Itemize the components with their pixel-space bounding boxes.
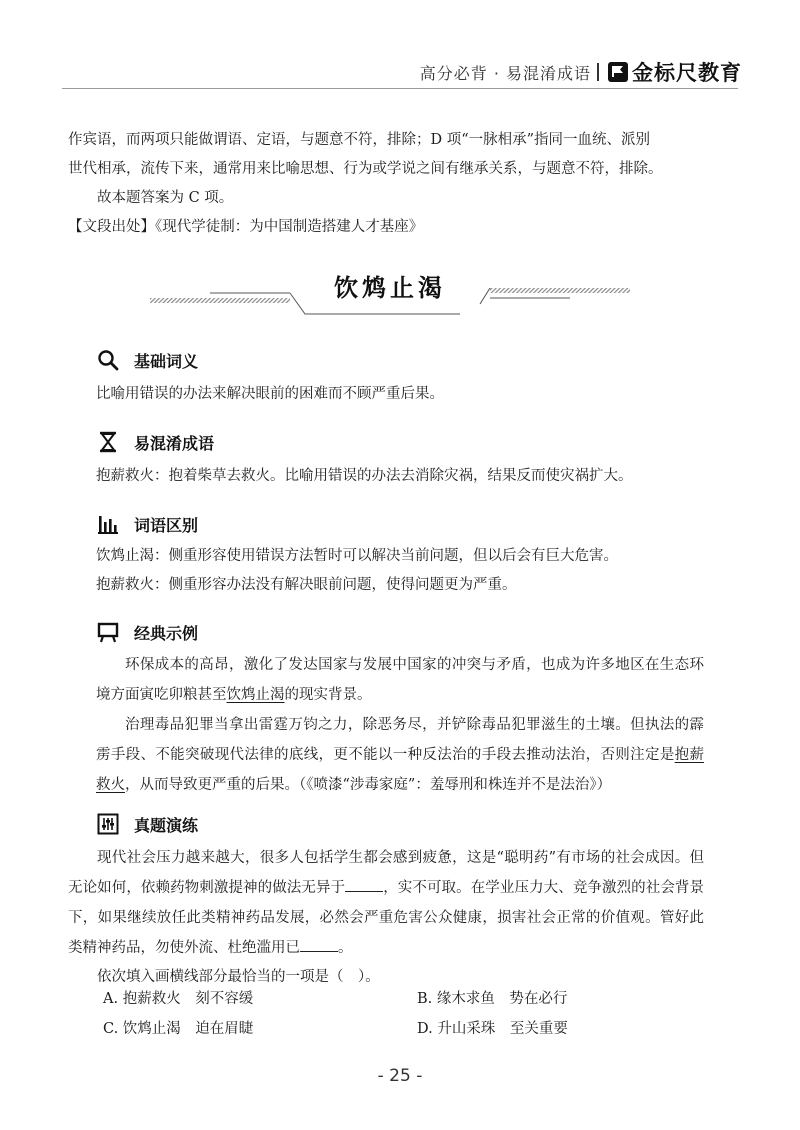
bar-chart-icon <box>96 512 120 536</box>
question-prompt: 依次填入画横线部分最恰当的一项是（ ）。 <box>97 969 380 985</box>
answer-line: 故本题答案为 C 项。 <box>97 190 234 206</box>
series-title: 高分必背 · 易混淆成语 <box>419 63 591 83</box>
section-example <box>96 618 204 646</box>
highlighted-idiom: 饮鸩止渴 <box>226 687 285 703</box>
section-difference <box>96 510 204 538</box>
entry-title-banner <box>150 260 630 320</box>
difference-line-2: 抱薪救火：侧重形容办法没有解决眼前问题，使得问题更为严重。 <box>96 577 517 593</box>
section-label: 易混淆成语 <box>130 429 220 456</box>
page-header <box>420 58 742 86</box>
example-paragraph-2: 治理毒品犯罪当拿出雷霆万钧之力，除恶务尽，并铲除毒品犯罪滋生的土壤。但执法的霹雳手段、不能突破现代法律的底线，更不能以一种反法治的手段去推动法治，否则注定是抱薪救火，从而导致更严重的后果。（《喷漆“涉毒家庭”：羞辱刑和株连并不是法治》） <box>96 717 705 793</box>
difference-line-1: 饮鸩止渴：侧重形容使用错误方法暂时可以解决当前问题，但以后会有巨大危害。 <box>96 548 618 564</box>
hourglass-icon <box>96 430 120 454</box>
basic-meaning-text <box>96 380 734 409</box>
source-line: 【文段出处】《现代学徒制：为中国制造搭建人才基座》 <box>68 219 424 235</box>
section-confusable <box>96 428 220 456</box>
previous-explanation <box>68 126 734 242</box>
header-rule <box>62 88 738 89</box>
easel-icon <box>96 620 120 644</box>
option-b: B. 缘木求鱼 势在必行 <box>417 990 568 1007</box>
options-row-2 <box>103 1012 623 1042</box>
question-stem: 现代社会压力越来越大，很多人包括学生都会感到疲惫，这是“聪明药”有市场的社会成因。但无论如何，依赖药物刺激提神的做法无异于 ，实不可取。在学业压力大、竞争激烈的社会背景下，如果继续放任此类精神药品发展，必然会严重危害公众健康，损害社会正常的价值观。管好此类精神药品，勿使外流、杜绝滥用已 。 <box>68 850 705 956</box>
option-c: C. 饮鸩止渴 迫在眉睫 <box>103 1020 254 1037</box>
example-text <box>96 650 704 800</box>
section-label: 词语区别 <box>130 511 204 538</box>
answer-options <box>103 982 623 1042</box>
highlighted-idiom: 抱薪救火 <box>96 747 705 793</box>
fill-blank-1 <box>345 878 383 892</box>
section-practice <box>96 810 204 838</box>
flag-logo-icon <box>607 61 629 83</box>
brand <box>607 57 742 87</box>
confusable-text <box>96 462 734 491</box>
example-paragraph-1: 环保成本的高昂，激化了发达国家与发展中国家的冲突与矛盾，也成为许多地区在生态环境方面寅吃卯粮甚至饮鸩止渴的现实背景。 <box>96 657 704 703</box>
fill-blank-2 <box>300 938 338 952</box>
magnifier-icon <box>96 348 120 372</box>
entry-title: 饮鸩止渴 <box>334 273 446 302</box>
intro-line-1: 作宾语，而两项只能做谓语、定语，与题意不符，排除；D 项“一脉相承”指同一血统、派别 <box>68 132 651 148</box>
section-basic-meaning <box>96 346 204 374</box>
confusable-line: 抱薪救火：抱着柴草去救火。比喻用错误的办法去消除灾祸，结果反而使灾祸扩大。 <box>96 468 633 484</box>
section-label: 经典示例 <box>130 619 204 646</box>
page-number: - 25 - <box>377 1066 423 1086</box>
option-a: A. 抱薪救火 刻不容缓 <box>103 990 254 1007</box>
brand-name: 金标尺教育 <box>632 61 742 85</box>
header-divider <box>597 63 599 81</box>
basic-meaning-line: 比喻用错误的办法来解决眼前的困难而不顾严重后果。 <box>96 386 444 402</box>
section-label: 真题演练 <box>130 811 204 838</box>
difference-text <box>96 542 734 600</box>
practice-question <box>68 843 704 992</box>
options-row-1 <box>103 982 623 1012</box>
option-d: D. 升山采珠 至关重要 <box>417 1020 568 1037</box>
section-label: 基础词义 <box>130 347 204 374</box>
intro-line-2: 世代相承，流传下来，通常用来比喻思想、行为或学说之间有继承关系，与题意不符，排除。 <box>68 161 663 177</box>
sliders-icon <box>96 812 120 836</box>
